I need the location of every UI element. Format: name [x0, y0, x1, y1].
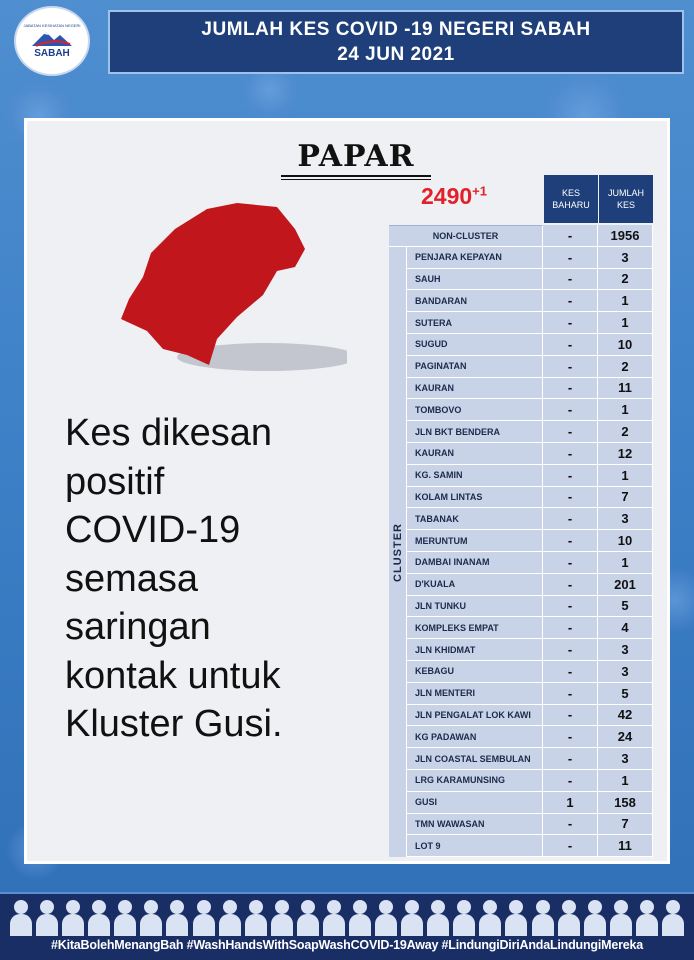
title-underline: [281, 175, 431, 177]
logo-state-text: SABAH: [34, 48, 70, 59]
new-cases-cell: -: [543, 596, 598, 618]
total-new-cases: +1: [472, 183, 487, 199]
total-cases-cell: 2: [598, 269, 653, 291]
new-cases-cell: -: [543, 617, 598, 639]
new-cases-cell: -: [543, 247, 598, 269]
new-cases-cell: -: [543, 748, 598, 770]
table-row: [389, 835, 653, 857]
table-row: [389, 683, 653, 705]
total-cases-cell: 3: [598, 247, 653, 269]
total-cases-cell: 11: [598, 835, 653, 857]
person-icon: [193, 898, 215, 936]
people-illustration: [10, 898, 684, 936]
new-cases-cell: -: [543, 683, 598, 705]
column-header-new-cases: KES BAHARU: [544, 175, 598, 223]
description-line: kontak untuk: [65, 654, 281, 697]
new-cases-cell: -: [543, 639, 598, 661]
table-row: [389, 356, 653, 378]
total-cases-cell: 1: [598, 399, 653, 421]
person-icon: [610, 898, 632, 936]
health-department-logo: [14, 6, 90, 76]
total-cases-cell: 1: [598, 552, 653, 574]
description-line: Kes dikesan: [65, 412, 273, 454]
table-row: [389, 792, 653, 814]
table-row: [389, 421, 653, 443]
district-title: PAPAR: [297, 139, 415, 174]
total-cases-cell: 2: [598, 421, 653, 443]
cluster-name: SUTERA: [389, 312, 543, 334]
description-line: Kluster Gusi.: [65, 703, 283, 745]
cluster-name: TOMBOVO: [389, 399, 543, 421]
table-row: [389, 334, 653, 356]
new-cases-cell: -: [543, 574, 598, 596]
total-cases-cell: 201: [598, 574, 653, 596]
cluster-name: JLN TUNKU: [389, 596, 543, 618]
total-cases-cell: 2: [598, 356, 653, 378]
table-row: [389, 290, 653, 312]
new-cases-cell: -: [543, 661, 598, 683]
total-cases-cell: 42: [598, 705, 653, 727]
cluster-name: JLN BKT BENDERA: [389, 421, 543, 443]
new-cases-cell: -: [543, 269, 598, 291]
table-row: [389, 269, 653, 291]
column-header-total-cases: JUMLAH KES: [599, 175, 653, 223]
footer-hashtags: #KitaBolehMenangBah #WashHandsWithSoapWashCOVID-19Away #LindungiDiriAndaLindungiMereka: [50, 938, 644, 952]
total-cases-cell: 10: [598, 334, 653, 356]
cluster-name: SAUH: [389, 269, 543, 291]
total-cases-cell: 1: [598, 465, 653, 487]
district-map: [117, 199, 347, 375]
person-icon: [532, 898, 554, 936]
cluster-name: KG. SAMIN: [389, 465, 543, 487]
cluster-name: KOMPLEKS EMPAT: [389, 617, 543, 639]
table-row: [389, 552, 653, 574]
table-row: [389, 574, 653, 596]
total-cases-cell: 3: [598, 508, 653, 530]
person-icon: [558, 898, 580, 936]
new-cases-cell: -: [543, 443, 598, 465]
person-icon: [88, 898, 110, 936]
table-row: [389, 639, 653, 661]
person-icon: [584, 898, 606, 936]
case-description: [65, 409, 365, 749]
person-icon: [479, 898, 501, 936]
total-cases-cell: 7: [598, 487, 653, 509]
new-cases-cell: -: [543, 705, 598, 727]
total-cases-cell: 1: [598, 770, 653, 792]
person-icon: [62, 898, 84, 936]
page-header: [108, 10, 684, 74]
person-icon: [245, 898, 267, 936]
cluster-name: LOT 9: [389, 835, 543, 857]
table-row: [389, 508, 653, 530]
table-row-non-cluster: [389, 225, 653, 247]
mountain-icon: [30, 28, 74, 48]
cluster-name: MERUNTUM: [389, 530, 543, 552]
total-cases-cell: 7: [598, 814, 653, 836]
table-row: [389, 312, 653, 334]
person-icon: [375, 898, 397, 936]
table-row: [389, 247, 653, 269]
district-panel: [24, 118, 670, 864]
cluster-name: TABANAK: [389, 508, 543, 530]
cluster-label: [389, 247, 407, 857]
person-icon: [271, 898, 293, 936]
cluster-name: DAMBAI INANAM: [389, 552, 543, 574]
total-cases-cell: 24: [598, 726, 653, 748]
new-cases-cell: -: [543, 421, 598, 443]
cluster-name: KAURAN: [389, 443, 543, 465]
total-cases-cell: 4: [598, 617, 653, 639]
table-row: [389, 726, 653, 748]
person-icon: [505, 898, 527, 936]
person-icon: [427, 898, 449, 936]
logo-top-text: JABATAN KESIHATAN NEGERI: [23, 23, 81, 28]
total-cases-cell: 3: [598, 748, 653, 770]
description-line: saringan: [65, 606, 211, 648]
table-row: [389, 378, 653, 400]
person-icon: [636, 898, 658, 936]
table-row: [389, 661, 653, 683]
description-line: positif: [65, 460, 165, 503]
cluster-name: KEBAGU: [389, 661, 543, 683]
person-icon: [662, 898, 684, 936]
cluster-name: BANDARAN: [389, 290, 543, 312]
table-row: [389, 530, 653, 552]
person-icon: [140, 898, 162, 936]
header-title: JUMLAH KES COVID -19 NEGERI SABAH: [201, 19, 591, 40]
person-icon: [166, 898, 188, 936]
table-row: [389, 770, 653, 792]
cluster-name: SUGUD: [389, 334, 543, 356]
table-row: [389, 399, 653, 421]
table-row: [389, 465, 653, 487]
total-cases-cell: 3: [598, 639, 653, 661]
new-cases-cell: -: [543, 465, 598, 487]
new-cases-cell: -: [543, 552, 598, 574]
person-icon: [114, 898, 136, 936]
description-line: COVID-19: [65, 509, 241, 551]
cluster-name: NON-CLUSTER: [389, 225, 543, 247]
new-cases-cell: 1: [543, 792, 598, 814]
person-icon: [297, 898, 319, 936]
total-cases-cell: 3: [598, 661, 653, 683]
total-cases: [421, 183, 487, 210]
new-cases-cell: -: [543, 312, 598, 334]
total-cases-value: 2490: [421, 183, 473, 209]
new-cases-cell: -: [543, 835, 598, 857]
person-icon: [401, 898, 423, 936]
person-icon: [10, 898, 32, 936]
cluster-name: JLN COASTAL SEMBULAN: [389, 748, 543, 770]
cluster-name: D'KUALA: [389, 574, 543, 596]
total-cases-cell: 5: [598, 683, 653, 705]
person-icon: [323, 898, 345, 936]
cases-table: [389, 225, 653, 857]
cluster-name: GUSI: [389, 792, 543, 814]
cluster-label-text: CLUSTER: [391, 522, 404, 582]
cluster-name: JLN KHIDMAT: [389, 639, 543, 661]
total-cases-cell: 5: [598, 596, 653, 618]
table-row: [389, 487, 653, 509]
new-cases-cell: -: [543, 334, 598, 356]
title-underline: [281, 179, 431, 180]
cluster-name: JLN PENGALAT LOK KAWI: [389, 705, 543, 727]
new-cases-cell: -: [543, 356, 598, 378]
total-cases-cell: 1: [598, 312, 653, 334]
total-cases-cell: 12: [598, 443, 653, 465]
header-date: 24 JUN 2021: [337, 44, 455, 65]
new-cases-cell: -: [543, 225, 598, 247]
total-cases-cell: 1956: [598, 225, 653, 247]
new-cases-cell: -: [543, 399, 598, 421]
new-cases-cell: -: [543, 530, 598, 552]
table-row: [389, 705, 653, 727]
new-cases-cell: -: [543, 508, 598, 530]
new-cases-cell: -: [543, 770, 598, 792]
cluster-name: JLN MENTERI: [389, 683, 543, 705]
cluster-name: TMN WAWASAN: [389, 814, 543, 836]
table-row: [389, 814, 653, 836]
new-cases-cell: -: [543, 814, 598, 836]
new-cases-cell: -: [543, 487, 598, 509]
cluster-name: LRG KARAMUNSING: [389, 770, 543, 792]
total-cases-cell: 1: [598, 290, 653, 312]
table-row: [389, 617, 653, 639]
total-cases-cell: 10: [598, 530, 653, 552]
new-cases-cell: -: [543, 726, 598, 748]
table-row: [389, 443, 653, 465]
cluster-name: KG PADAWAN: [389, 726, 543, 748]
cluster-name: PENJARA KEPAYAN: [389, 247, 543, 269]
person-icon: [453, 898, 475, 936]
person-icon: [36, 898, 58, 936]
table-row: [389, 596, 653, 618]
cluster-name: KAURAN: [389, 378, 543, 400]
person-icon: [219, 898, 241, 936]
total-cases-cell: 158: [598, 792, 653, 814]
description-line: semasa: [65, 557, 199, 600]
cluster-name: PAGINATAN: [389, 356, 543, 378]
new-cases-cell: -: [543, 378, 598, 400]
new-cases-cell: -: [543, 290, 598, 312]
cluster-name: KOLAM LINTAS: [389, 487, 543, 509]
table-row: [389, 748, 653, 770]
person-icon: [349, 898, 371, 936]
footer-banner: [0, 892, 694, 960]
total-cases-cell: 11: [598, 378, 653, 400]
